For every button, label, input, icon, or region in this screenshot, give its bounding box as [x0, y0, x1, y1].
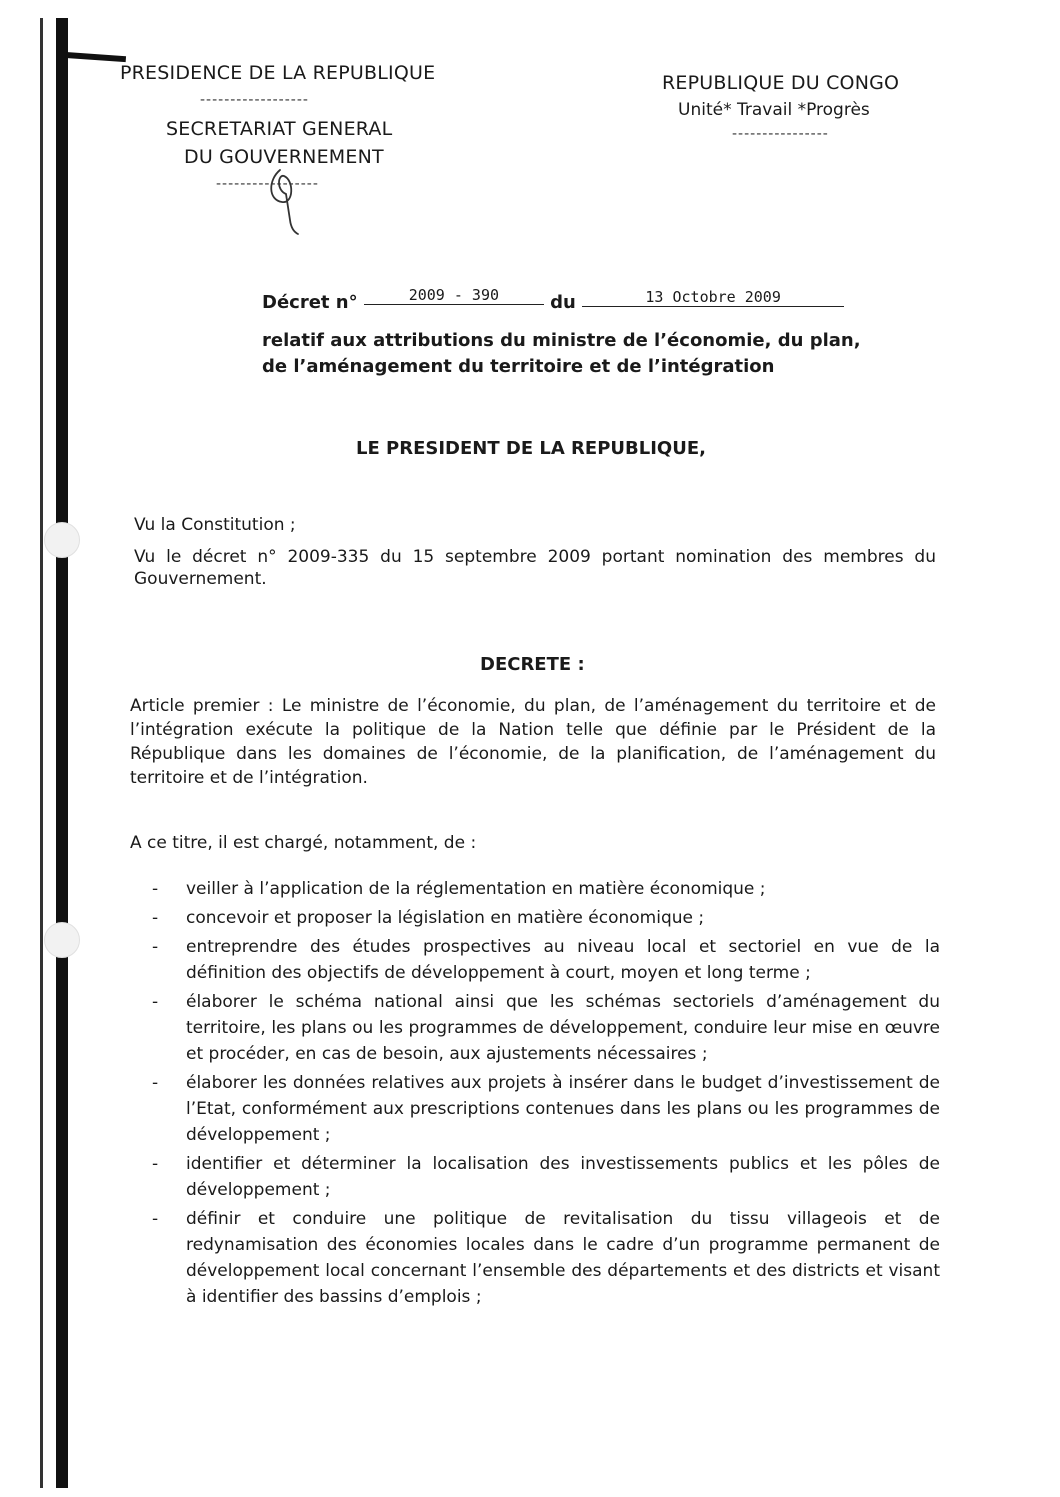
- header-right-divider: ----------------: [732, 126, 829, 142]
- handwritten-initial: [260, 160, 310, 240]
- visa-decree: Vu le décret n° 2009-335 du 15 septembre 2009 portant nomination des membres du Gouvernement.: [134, 547, 936, 590]
- list-item: - élaborer le schéma national ainsi que les schémas sectoriels d’aménagement du territoire, les plans ou les programmes de développement, conduire leur mise en œuvre et procéder, en cas de besoin, aux ajustements nécessaires ;: [152, 992, 940, 1064]
- list-item: - définir et conduire une politique de revitalisation du tissu villageois et de redynamisation des économies locales dans le cadre d’un programme permanent de développement local concernant l’ensemble des départements et des districts et visant à identifier des bassins d’emplois ;: [152, 1209, 940, 1307]
- decree-date-label: du: [550, 292, 576, 313]
- article-premier-text: Le ministre de l’économie, du plan, de l’aménagement du territoire et de l’intégration exécute la politique de la Nation telle que définie par le Président de la République dans les domaines de l’économie, de la planification, de l’aménagement du territoire et de l’intégration.: [130, 696, 937, 788]
- header-gouvernement: DU GOUVERNEMENT: [184, 146, 384, 168]
- list-intro: A ce titre, il est chargé, notamment, de :: [130, 833, 477, 853]
- header-secretariat: SECRETARIAT GENERAL: [166, 118, 393, 140]
- header-left-divider: ------------------: [200, 92, 309, 108]
- decree-label: Décret n°: [262, 292, 358, 313]
- punch-hole: [44, 922, 80, 958]
- decree-number: 2009 - 390: [364, 286, 544, 305]
- binder-clip: [66, 52, 126, 62]
- decree-title-line: [262, 286, 844, 313]
- responsibilities-list: [150, 876, 940, 1313]
- decree-subject-line2: de l’aménagement du territoire et de l’intégration: [262, 356, 775, 377]
- article-premier: [130, 694, 936, 790]
- decrete-heading: DECRETE :: [480, 654, 585, 675]
- list-item: - concevoir et proposer la législation en matière économique ;: [152, 908, 705, 928]
- header-republique: REPUBLIQUE DU CONGO: [662, 72, 900, 94]
- list-item: - veiller à l’application de la réglementation en matière économique ;: [152, 879, 766, 899]
- decree-date: 13 Octobre 2009: [582, 288, 844, 307]
- president-heading: LE PRESIDENT DE LA REPUBLIQUE,: [356, 438, 706, 459]
- article-premier-label: Article premier :: [130, 696, 274, 716]
- decree-subject-line1: relatif aux attributions du ministre de l’économie, du plan,: [262, 330, 861, 351]
- binder-edge: [40, 18, 43, 1488]
- punch-hole: [44, 522, 80, 558]
- visa-constitution: Vu la Constitution ;: [134, 515, 296, 535]
- list-item: - identifier et déterminer la localisation des investissements publics et les pôles de développement ;: [152, 1154, 940, 1200]
- list-item: - élaborer les données relatives aux projets à insérer dans le budget d’investissement de l’Etat, conformément aux prescriptions contenues dans les plans ou les programmes de développement ;: [152, 1073, 940, 1145]
- header-left-divider-2: -----------------: [216, 176, 319, 192]
- header-motto: Unité* Travail *Progrès: [678, 100, 870, 120]
- binder-bar: [56, 18, 68, 1488]
- list-item: - entreprendre des études prospectives au niveau local et sectoriel en vue de la définition des objectifs de développement à court, moyen et long terme ;: [152, 937, 940, 983]
- header-presidence: PRESIDENCE DE LA REPUBLIQUE: [120, 62, 436, 84]
